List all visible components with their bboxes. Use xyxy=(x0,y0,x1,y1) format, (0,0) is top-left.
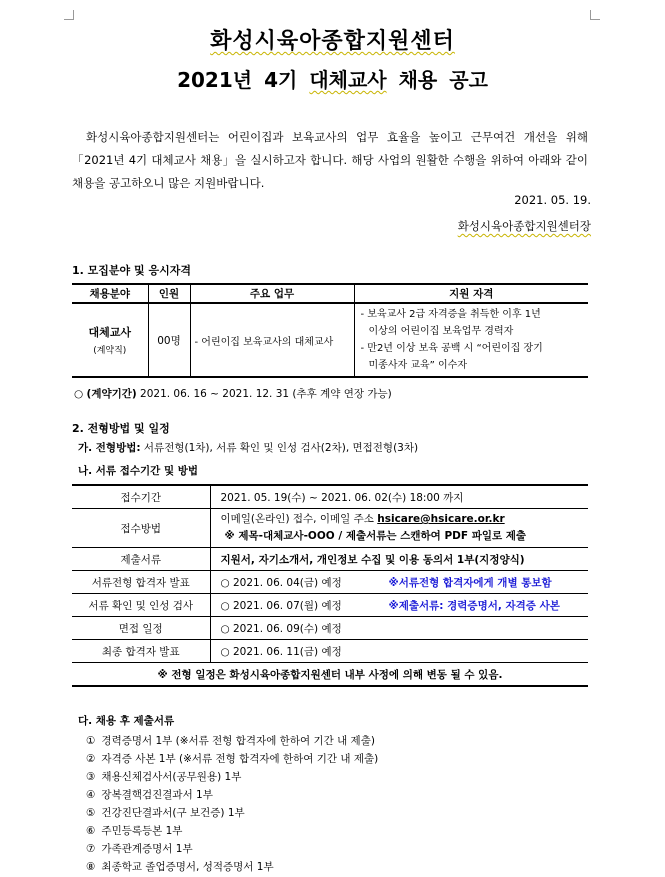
signature: 화성시육아종합지원센터장 xyxy=(457,219,591,233)
schedule-label: 접수방법 xyxy=(72,509,210,548)
schedule-table xyxy=(72,484,588,687)
list-item: ⑧ 최종학교 졸업증명서, 성적증명서 1부 xyxy=(86,861,274,873)
schedule-value: ○ 2021. 06. 09(수) 예정 xyxy=(210,617,588,640)
schedule-value: 지원서, 자기소개서, 개인정보 수집 및 이용 동의서 1부(지정양식) xyxy=(210,548,588,571)
schedule-note: ※서류전형 합격자에게 개별 통보함 xyxy=(388,576,552,589)
section2-heading: 2. 전형방법 및 일정 xyxy=(72,422,170,435)
schedule-label: 제출서류 xyxy=(72,548,210,571)
col-header: 인원 xyxy=(148,284,190,303)
contract-period: ○ (계약기간) 2021. 06. 16 ~ 2021. 12. 31 (추후 계약 연장 가능) xyxy=(74,388,392,400)
email-link[interactable]: hsicare@hsicare.or.kr xyxy=(377,513,505,525)
list-item: ① 경력증명서 1부 (※서류 전형 합격자에 한하여 기간 내 제출) xyxy=(86,735,375,747)
list-item: ④ 장복결핵검진결과서 1부 xyxy=(86,789,213,801)
col-header: 지원 자격 xyxy=(354,284,588,303)
corner-mark xyxy=(64,10,74,20)
qual-line: 미종사자 교육” 이수자 xyxy=(368,360,467,371)
qual-line: - 보육교사 2급 자격증을 취득한 이후 1년 xyxy=(360,309,541,320)
schedule-value: ○ 2021. 06. 11(금) 예정 xyxy=(210,640,588,663)
field-cell xyxy=(72,303,148,377)
schedule-footnote: ※ 전형 일정은 화성시육아종합지원센터 내부 사정에 의해 변동 될 수 있음. xyxy=(72,663,588,687)
selection-method: 가. 전형방법: 서류전형(1차), 서류 확인 및 인성 검사(2차), 면접전형(3차) xyxy=(78,442,419,454)
notice-title: 2021년 4기 대체교사 채용 공고 xyxy=(177,68,488,92)
field-note: (계약직) xyxy=(93,346,127,356)
schedule-label: 최종 합격자 발표 xyxy=(72,640,210,663)
qual-line: 이상의 어린이집 보육업무 경력자 xyxy=(368,326,514,337)
section3-heading: 다. 채용 후 제출서류 xyxy=(78,715,175,727)
schedule-value: 2021. 05. 19(수) ~ 2021. 06. 02(수) 18:00 까지 xyxy=(210,485,588,509)
schedule-value: 이메일(온라인) 접수, 이메일 주소 hsicare@hsicare.or.kr ※ 제목-대체교사-OOO / 제출서류는 스캔하여 PDF 파일로 제출 xyxy=(210,509,588,548)
field-name: 대체교사 xyxy=(88,326,131,339)
qualification-cell xyxy=(354,303,588,377)
org-title: 화성시육아종합지원센터 xyxy=(210,29,455,54)
schedule-label: 서류 확인 및 인성 검사 xyxy=(72,594,210,617)
schedule-value: ○ 2021. 06. 04(금) 예정 ※서류전형 합격자에게 개별 통보함 xyxy=(210,571,588,594)
notice-date: 2021. 05. 19. xyxy=(514,193,591,207)
intro-paragraph: 화성시육아종합지원센터는 어린이집과 보육교사의 업무 효율을 높이고 근무여건 개선을 위해 「2021년 4기 대체교사 채용」을 실시하고자 합니다. 해당 사업의 원활한 수행을 위하여 아래와 같이 채용을 공고하오니 많은 지원바랍니다. xyxy=(72,130,588,190)
col-header: 채용분야 xyxy=(72,284,148,303)
corner-mark xyxy=(590,10,600,20)
count-cell: 00명 xyxy=(148,303,190,377)
list-item: ⑦ 가족관계증명서 1부 xyxy=(86,843,193,855)
schedule-value: ○ 2021. 06. 07(월) 예정 ※제출서류: 경력증명서, 자격증 사본 xyxy=(210,594,588,617)
recruit-table xyxy=(72,283,588,378)
qual-line: - 만2년 이상 보육 공백 시 “어린이집 장기 xyxy=(360,343,543,354)
list-item: ⑤ 건강진단결과서(구 보건증) 1부 xyxy=(86,807,245,819)
col-header: 주요 업무 xyxy=(190,284,354,303)
list-item: ② 자격증 사본 1부 (※서류 전형 합격자에 한하여 기간 내 제출) xyxy=(86,753,379,765)
schedule-label: 면접 일정 xyxy=(72,617,210,640)
schedule-label: 접수기간 xyxy=(72,485,210,509)
section1-heading: 1. 모집분야 및 응시자격 xyxy=(72,264,191,277)
list-item: ③ 채용신체검사서(공무원용) 1부 xyxy=(86,771,242,783)
section2-sub-heading: 나. 서류 접수기간 및 방법 xyxy=(78,465,199,477)
schedule-note: ※제출서류: 경력증명서, 자격증 사본 xyxy=(388,599,560,612)
list-item: ⑥ 주민등록등본 1부 xyxy=(86,825,183,837)
duty-cell: - 어린이집 보육교사의 대체교사 xyxy=(190,303,354,377)
document-list xyxy=(86,733,378,877)
schedule-label: 서류전형 합격자 발표 xyxy=(72,571,210,594)
